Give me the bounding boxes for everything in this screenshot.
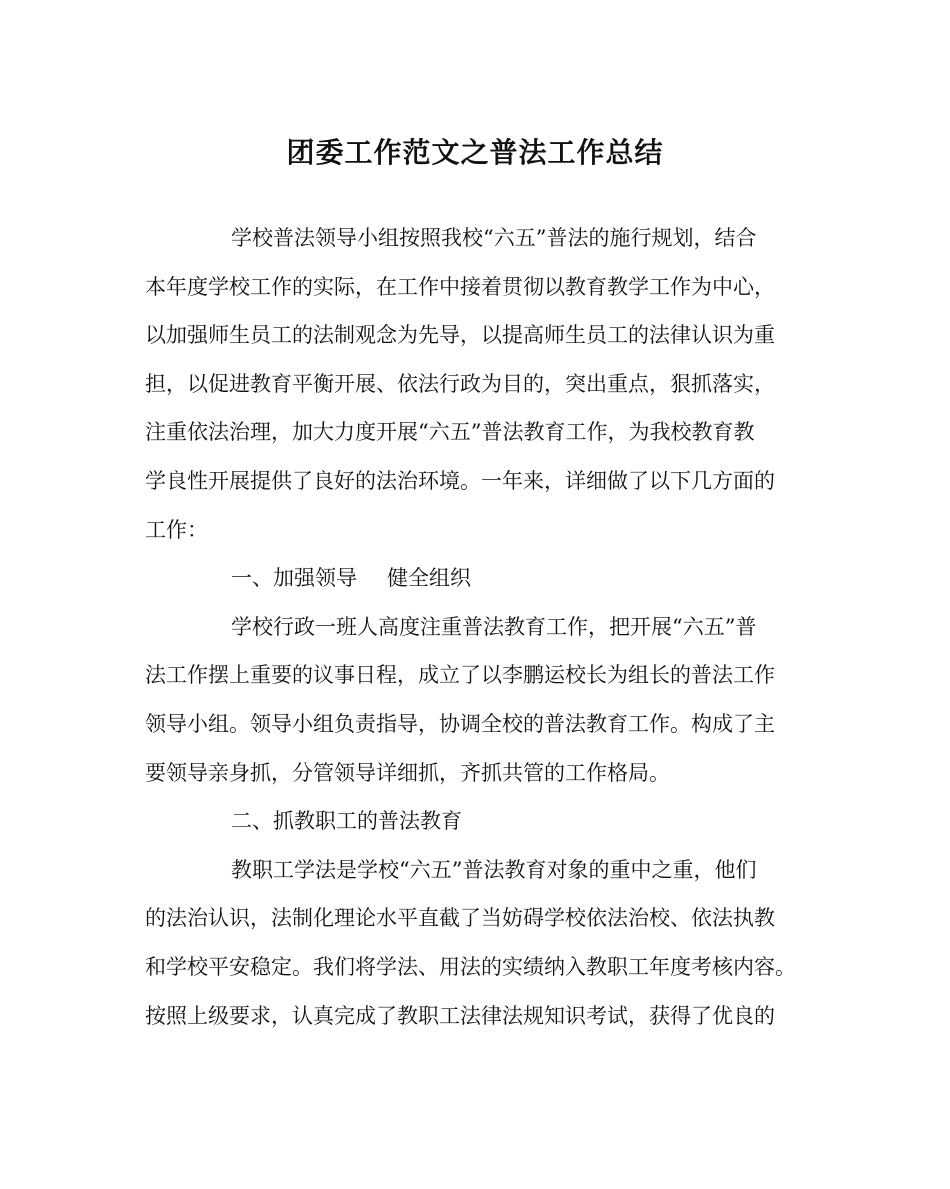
paragraph-line: 学校行政一班人高度注重普法教育工作，把开展“六五”普	[231, 614, 757, 639]
section-heading: 二、抓教职工的普法教育	[231, 809, 462, 834]
section-heading	[145, 558, 805, 607]
paragraph-line: 的法治认识，法制化理论水平直截了当妨碍学校依法治校、依法执教	[145, 906, 775, 931]
section-heading-part1: 一、加强领导	[231, 566, 357, 591]
paragraph-line: 按照上级要求，认真完成了教职工法律法规知识考试，获得了优良的	[145, 1003, 775, 1028]
paragraph-line: 以加强师生员工的法制观念为先导，以提高师生员工的法律认识为重	[145, 323, 775, 348]
paragraph-line: 要领导亲身抓，分管领导详细抓，齐抓共管的工作格局。	[145, 760, 670, 785]
paragraph-line: 法工作摆上重要的议事日程，成立了以李鹏运校长为组长的普法工作	[145, 663, 775, 688]
paragraph-line: 学校普法领导小组按照我校“六五”普法的施行规划，结合	[231, 226, 757, 250]
document-body	[145, 218, 805, 1044]
paragraph-line: 工作：	[145, 517, 208, 542]
paragraph-line: 注重依法治理，加大力度开展“六五”普法教育工作，为我校教育教	[145, 420, 755, 445]
paragraph-line: 担，以促进教育平衡开展、依法行政为目的，突出重点，狠抓落实，	[145, 371, 775, 396]
paragraph-line: 教职工学法是学校“六五”普法教育对象的重中之重，他们	[231, 857, 757, 882]
paragraph-line: 本年度学校工作的实际，在工作中接着贯彻以教育教学工作为中心，	[145, 274, 775, 299]
paragraph-line: 学良性开展提供了良好的法治环境。一年来，详细做了以下几方面的	[145, 468, 775, 493]
paragraph-line: 领导小组。领导小组负责指导，协调全校的普法教育工作。构成了主	[145, 711, 775, 736]
section-heading-part2: 健全组织	[387, 566, 471, 591]
paragraph-line: 和学校平安稳定。我们将学法、用法的实绩纳入教职工年度考核内容。	[145, 954, 796, 979]
document-title: 团委工作范文之普法工作总结	[286, 136, 664, 169]
